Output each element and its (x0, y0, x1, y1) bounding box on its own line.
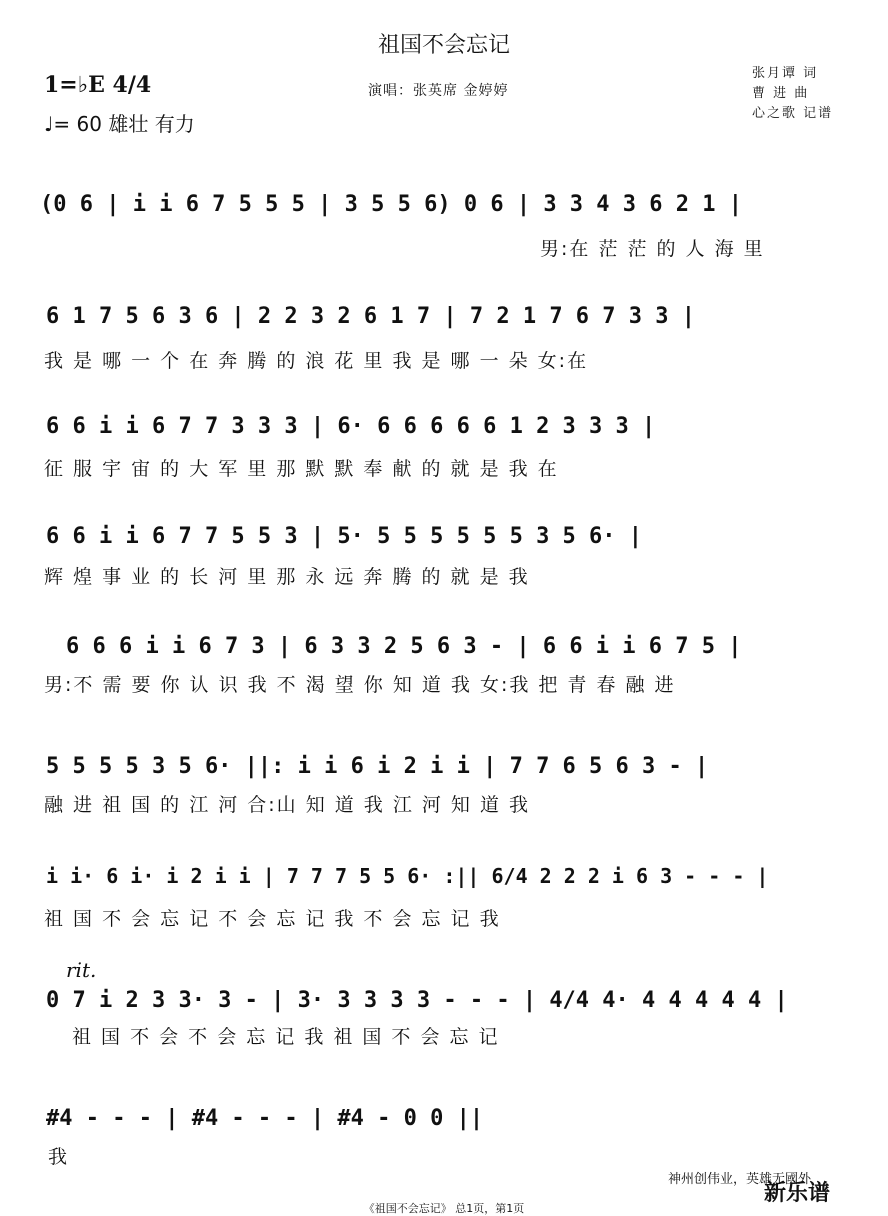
notes-row-1: (0 6 | i i 6 7 5 5 5 | 3 5 5 6) 0 6 | 3 3 4 3 6 2 1 | (40, 192, 742, 217)
score-row-4 (40, 518, 852, 564)
score-row-6 (40, 748, 852, 794)
lyrics-row-3: 征 服 宇 宙 的 大 军 里 那 默 默 奉 献 的 就 是 我 在 (44, 458, 559, 480)
notes-row-5: 6 6 6 i i 6 7 3 | 6 3 3 2 5 6 3 - | 6 6 i i 6 7 5 | (66, 634, 742, 659)
notes-row-7: i i· 6 i· i 2 i i | 7 7 7 5 5 6· :|| 6/4 2 2 2 i 6 3 - - - | (46, 864, 769, 888)
transcriber-credit: 心之歌 记谱 (752, 106, 834, 121)
lyrics-row-1: 男:在 茫 茫 的 人 海 里 (540, 238, 765, 260)
slogan: 神州创伟业，英雄无國外 (668, 1172, 812, 1187)
notes-row-6: 5 5 5 5 3 5 6· ||: i i 6 i 2 i i | 7 7 6 5 6 3 - | (46, 754, 709, 779)
ritardando-mark: rit. (66, 958, 97, 982)
lyrics-row-9: 我 (48, 1146, 70, 1168)
score-row-9 (40, 1100, 852, 1146)
score-row-5 (40, 628, 852, 674)
page-footer: 《祖国不会忘记》 总1页，第1页 (363, 1202, 525, 1215)
notes-row-8: 0 7 i 2 3 3· 3 - | 3· 3 3 3 3 - - - | 4/4 4· 4 4 4 4 4 | (46, 988, 788, 1013)
lyrics-row-4: 辉 煌 事 业 的 长 河 里 那 永 远 奔 腾 的 就 是 我 (44, 566, 530, 588)
page-title: 祖国不会忘记 (377, 33, 510, 58)
notes-row-4: 6 6 i i 6 7 7 5 5 3 | 5· 5 5 5 5 5 5 3 5 6· | (46, 524, 643, 549)
singers: 演唱：张英席 金婷婷 (368, 83, 509, 99)
lyricist-credit: 张月谭 词 (752, 66, 819, 81)
composer-credit: 曹 进 曲 (752, 86, 810, 101)
site-logo: 新乐谱 (764, 1181, 831, 1206)
tempo-marking: ♩= 60 雄壮 有力 (44, 112, 195, 136)
lyrics-row-2: 我 是 哪 一 个 在 奔 腾 的 浪 花 里 我 是 哪 一 朵 女:在 (44, 350, 589, 372)
score-row-2 (40, 298, 852, 344)
lyrics-row-8: 祖 国 不 会 不 会 忘 记 我 祖 国 不 会 忘 记 (72, 1026, 500, 1048)
lyrics-row-5: 男:不 需 要 你 认 识 我 不 渴 望 你 知 道 我 女:我 把 青 春 融 进 (44, 674, 676, 696)
notes-row-3: 6 6 i i 6 7 7 3 3 3 | 6· 6 6 6 6 6 1 2 3 3 3 | (46, 414, 656, 439)
notes-row-9: #4 - - - | #4 - - - | #4 - 0 0 || (46, 1106, 484, 1131)
lyrics-row-6: 融 进 祖 国 的 江 河 合:山 知 道 我 江 河 知 道 我 (44, 794, 530, 816)
key-signature: 1=♭E 4/4 (44, 72, 152, 98)
lyrics-row-7: 祖 国 不 会 忘 记 不 会 忘 记 我 不 会 忘 记 我 (44, 908, 501, 930)
score-row-7 (40, 858, 852, 904)
score-row-3 (40, 408, 852, 454)
notes-row-2: 6 1 7 5 6 3 6 | 2 2 3 2 6 1 7 | 7 2 1 7 6 7 3 3 | (46, 304, 696, 329)
score-row-1 (40, 186, 852, 232)
